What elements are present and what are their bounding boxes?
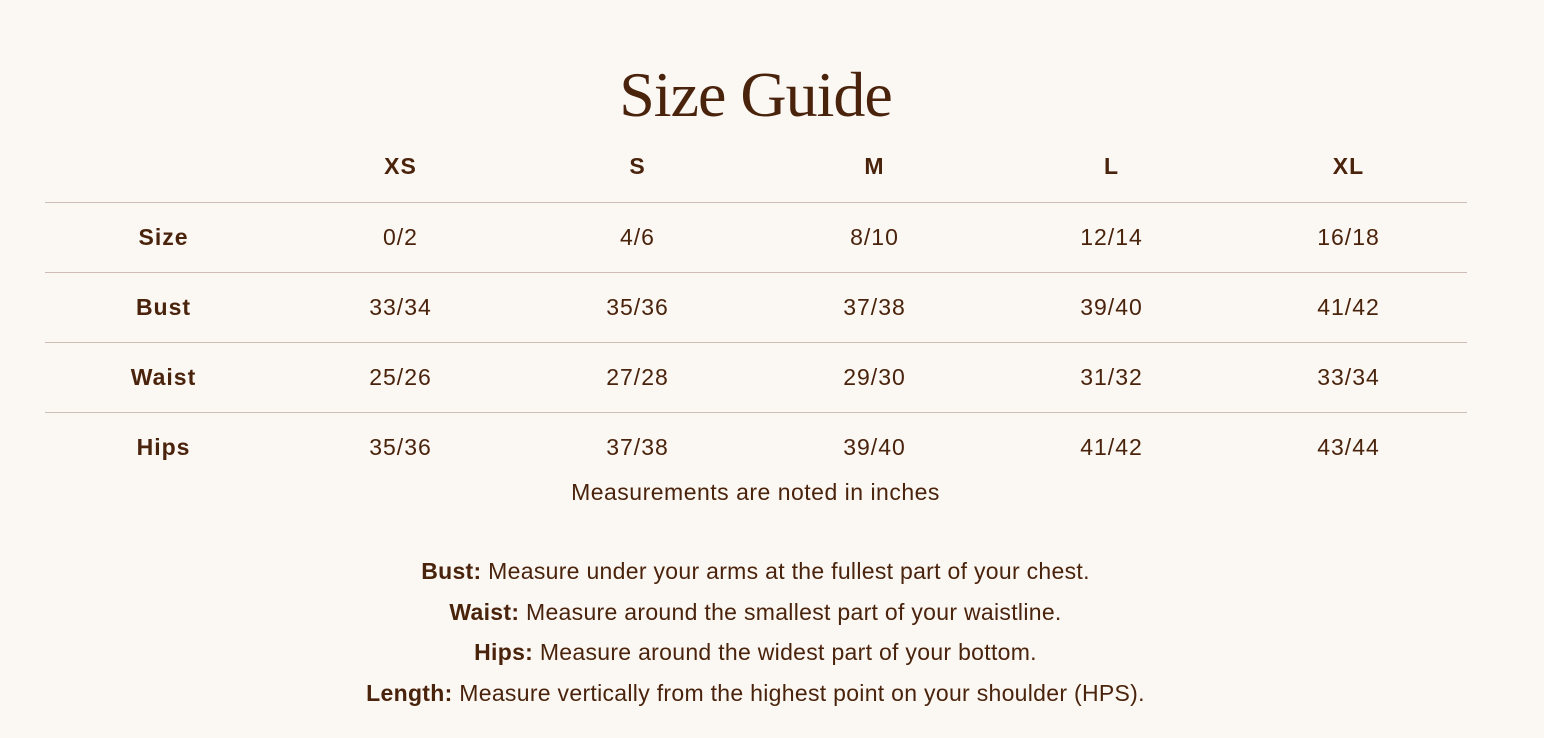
definition-term: Waist: [449, 598, 520, 625]
table-cell: 33/34 [369, 294, 432, 320]
row-label: Hips [136, 434, 191, 460]
table-cell: 37/38 [606, 434, 669, 460]
table-cell: 0/2 [383, 224, 418, 250]
definition-hips [0, 632, 1511, 673]
table-cell: 16/18 [1317, 224, 1380, 250]
definition-text: Measure around the smallest part of your waistline. [519, 598, 1062, 625]
definition-text: Measure under your arms at the fullest part of your chest. [481, 558, 1090, 584]
table-cell: 41/42 [1080, 434, 1143, 460]
table-cell: 4/6 [620, 224, 655, 250]
table-cell: 35/36 [369, 434, 432, 460]
row-label: Bust [135, 294, 192, 320]
column-header: XS [384, 153, 417, 179]
table-row [45, 342, 1467, 412]
definition-term: Length: [366, 680, 453, 707]
table-cell: 31/32 [1080, 364, 1143, 390]
row-label: Waist [130, 364, 197, 390]
table-cell: 39/40 [1080, 294, 1143, 320]
table-cell: 37/38 [843, 294, 906, 320]
definition-text: Measure vertically from the highest point on your shoulder (HPS). [452, 680, 1145, 707]
column-header: XL [1332, 153, 1365, 179]
table-row [45, 412, 1467, 482]
column-header: L [1103, 153, 1120, 179]
table-cell: 25/26 [369, 364, 432, 390]
definition-length [0, 673, 1511, 714]
table-cell: 35/36 [606, 294, 669, 320]
page-title: Size Guide [619, 58, 892, 130]
measurement-note: Measurements are noted in inches [571, 479, 940, 505]
table-cell: 33/34 [1317, 364, 1380, 390]
table-cell: 39/40 [843, 434, 906, 460]
definition-term: Bust: [421, 558, 482, 584]
definition-waist [0, 592, 1511, 633]
measurement-definitions [0, 551, 1511, 714]
table-cell: 43/44 [1317, 434, 1380, 460]
column-header: M [864, 153, 885, 179]
table-cell: 29/30 [843, 364, 906, 390]
table-cell: 8/10 [850, 224, 899, 250]
size-table [45, 131, 1467, 482]
table-cell: 41/42 [1317, 294, 1380, 320]
table-row [45, 202, 1467, 272]
table-cell: 27/28 [606, 364, 669, 390]
table-cell: 12/14 [1080, 224, 1143, 250]
definition-bust [0, 551, 1511, 592]
table-header-row [45, 131, 1467, 202]
row-label: Size [138, 224, 189, 250]
definition-term: Hips: [474, 639, 534, 666]
definition-text: Measure around the widest part of your bottom. [533, 639, 1037, 666]
table-row [45, 272, 1467, 342]
column-header: S [629, 153, 646, 179]
